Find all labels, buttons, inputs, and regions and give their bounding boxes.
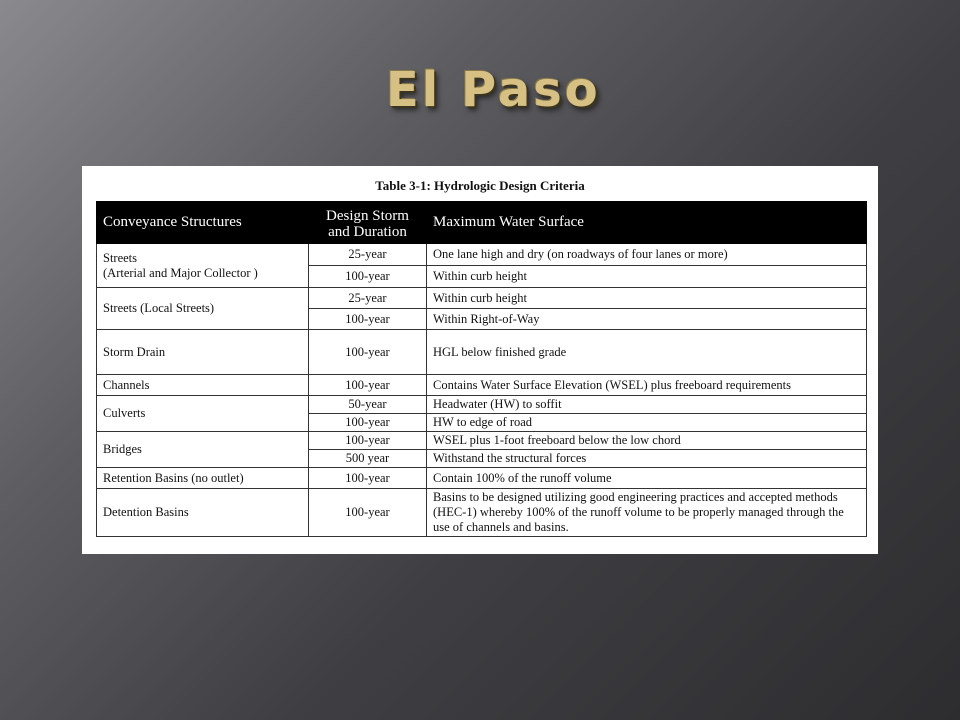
header-maximum-water-surface: Maximum Water Surface	[427, 202, 867, 244]
surface-cell: Within Right-of-Way	[427, 309, 867, 330]
storm-cell: 50-year	[309, 396, 427, 414]
table-row	[97, 489, 867, 537]
surface-cell: Headwater (HW) to soffit	[427, 396, 867, 414]
structure-cell: Culverts	[97, 396, 309, 432]
table-caption: Table 3-1: Hydrologic Design Criteria	[375, 178, 585, 193]
surface-cell: Contains Water Surface Elevation (WSEL) plus freeboard requirements	[427, 375, 867, 396]
storm-cell: 25-year	[309, 244, 427, 266]
structure-cell: Channels	[97, 375, 309, 396]
surface-cell: Basins to be designed utilizing good engineering practices and accepted methods (HEC-1) whereby 100% of the runoff volume to be properly managed through the use of channels and basins.	[427, 489, 867, 537]
structure-cell: Retention Basins (no outlet)	[97, 468, 309, 489]
surface-cell: One lane high and dry (on roadways of four lanes or more)	[427, 244, 867, 266]
header-design-storm: Design Storm and Duration	[309, 202, 427, 244]
hydrologic-design-criteria-table	[96, 201, 867, 537]
header-conveyance-structures: Conveyance Structures	[97, 202, 309, 244]
surface-cell: Within curb height	[427, 266, 867, 288]
table-row	[97, 468, 867, 489]
table-image-panel	[82, 166, 878, 554]
storm-cell: 100-year	[309, 375, 427, 396]
surface-cell: Within curb height	[427, 288, 867, 309]
table-row	[97, 244, 867, 266]
storm-cell: 100-year	[309, 432, 427, 450]
storm-cell: 500 year	[309, 450, 427, 468]
table-row	[97, 396, 867, 414]
storm-cell: 100-year	[309, 468, 427, 489]
table-row	[97, 330, 867, 375]
storm-cell: 25-year	[309, 288, 427, 309]
storm-cell: 100-year	[309, 414, 427, 432]
structure-cell: Storm Drain	[97, 330, 309, 375]
storm-cell: 100-year	[309, 266, 427, 288]
storm-cell: 100-year	[309, 330, 427, 375]
surface-cell: HW to edge of road	[427, 414, 867, 432]
table-row	[97, 375, 867, 396]
table-header-row	[97, 202, 867, 244]
storm-cell: 100-year	[309, 489, 427, 537]
surface-cell: WSEL plus 1-foot freeboard below the low chord	[427, 432, 867, 450]
structure-cell: Streets (Local Streets)	[97, 288, 309, 330]
table-row	[97, 432, 867, 450]
slide-title: El Paso	[386, 62, 601, 118]
surface-cell: Withstand the structural forces	[427, 450, 867, 468]
structure-cell: Detention Basins	[97, 489, 309, 537]
surface-cell: Contain 100% of the runoff volume	[427, 468, 867, 489]
table-row	[97, 288, 867, 309]
storm-cell: 100-year	[309, 309, 427, 330]
structure-cell: Streets (Arterial and Major Collector )	[97, 244, 309, 288]
surface-cell: HGL below finished grade	[427, 330, 867, 375]
structure-cell: Bridges	[97, 432, 309, 468]
